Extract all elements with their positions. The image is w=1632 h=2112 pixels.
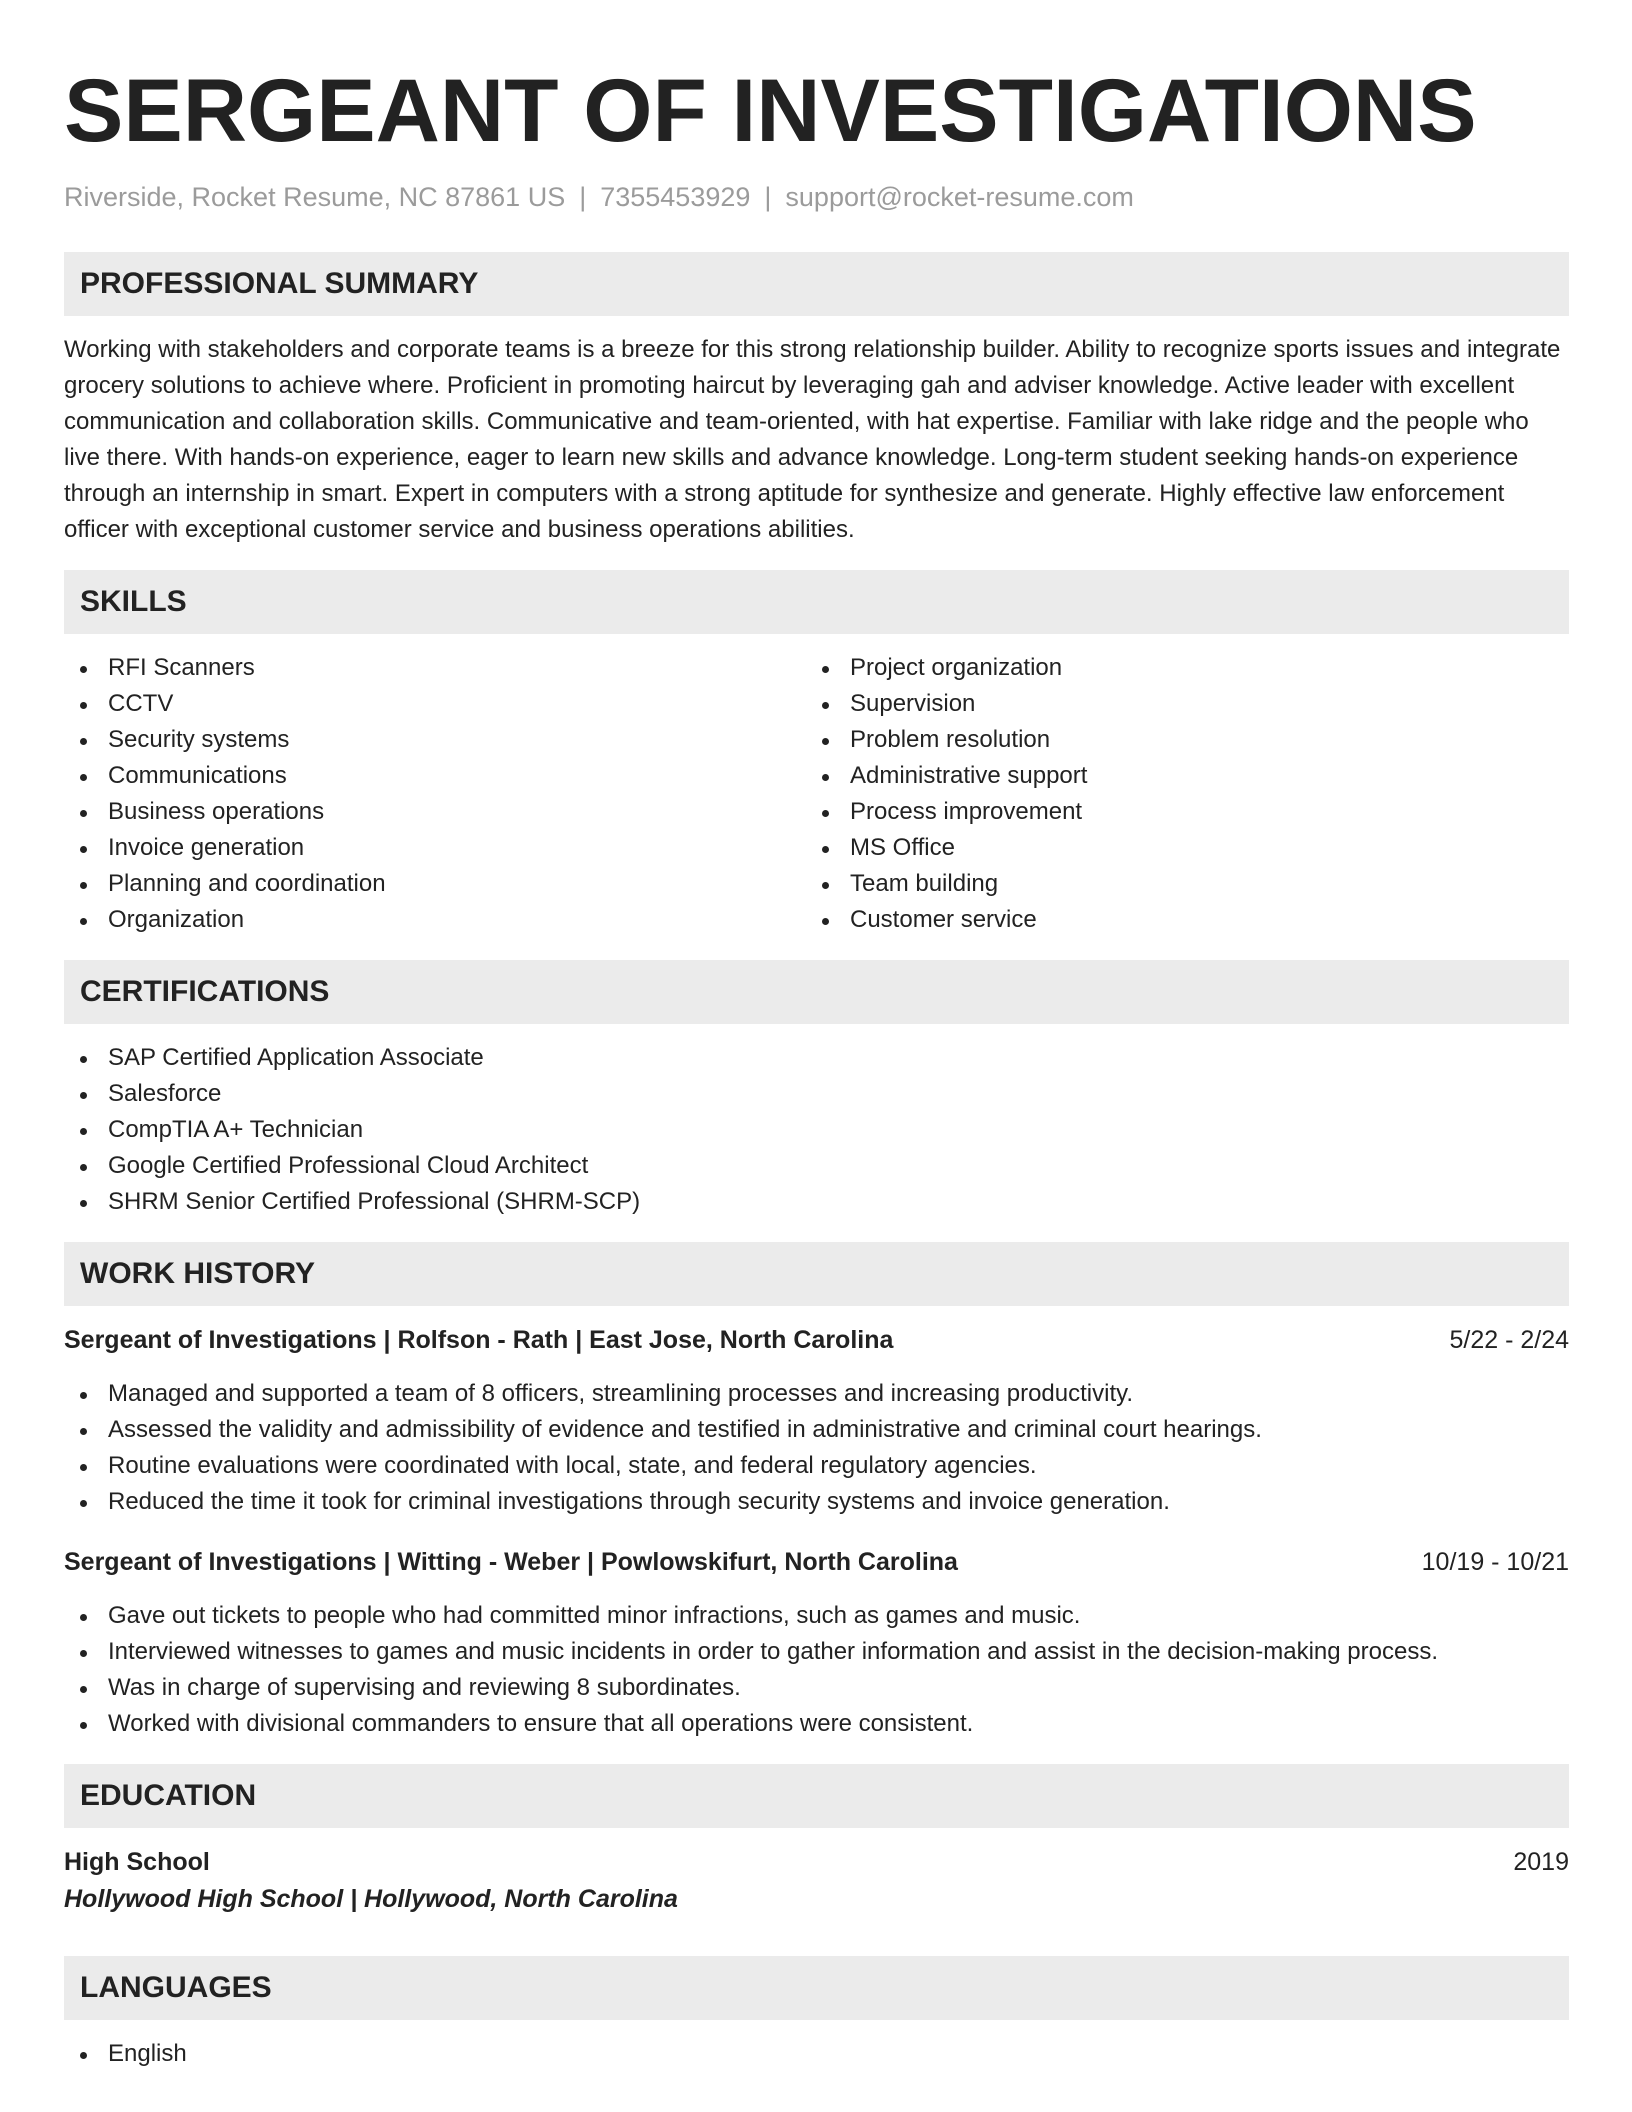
certification-item: Salesforce [64, 1076, 1569, 1112]
job-bullet: Interviewed witnesses to games and music incidents in order to gather information and assist in the decision-making process. [64, 1634, 1569, 1670]
skill-item: Project organization [806, 650, 1548, 686]
skill-item: Planning and coordination [64, 866, 806, 902]
certifications-heading: CERTIFICATIONS [64, 960, 1569, 1024]
job-bullet: Assessed the validity and admissibility of evidence and testified in administrative and criminal court hearings. [64, 1412, 1569, 1448]
summary-text: Working with stakeholders and corporate teams is a breeze for this strong relationship builder. Ability to recognize sports issues and integrate grocery solutions to achieve where. Proficient in promoting haircut by leveraging gah and adviser knowledge. Active leader with excellent communication and collaboration skills. Communicative and team-oriented, with hat expertise. Familiar with lake ridge and the people who live there. With hands-on experience, eager to learn new skills and advance knowledge. Long-term student seeking hands-on experience through an internship in smart. Expert in computers with a strong aptitude for synthesize and generate. Highly effective law enforcement officer with exceptional customer service and business operations abilities. [64, 336, 1561, 543]
skill-item: RFI Scanners [64, 650, 806, 686]
language-item: English [64, 2036, 1569, 2072]
education-entry [64, 1844, 1569, 1918]
skill-item: Organization [64, 902, 806, 938]
job-title: Sergeant of Investigations | Witting - Weber | Powlowskifurt, North Carolina [64, 1548, 958, 1576]
skill-item: Communications [64, 758, 806, 794]
job-entry [64, 1322, 1569, 1520]
contact-separator: | [579, 182, 587, 212]
education-year: 2019 [1513, 1848, 1569, 1876]
summary-heading: PROFESSIONAL SUMMARY [64, 252, 1569, 316]
contact-separator: | [764, 182, 772, 212]
job-entry [64, 1544, 1569, 1742]
skill-item: Supervision [806, 686, 1548, 722]
skill-item: Business operations [64, 794, 806, 830]
contact-phone: 7355453929 [600, 182, 751, 212]
job-header [64, 1544, 1569, 1580]
education-header [64, 1844, 1569, 1880]
skill-item: Security systems [64, 722, 806, 758]
skill-item: Problem resolution [806, 722, 1548, 758]
job-dates: 5/22 - 2/24 [1449, 1326, 1569, 1354]
skills-heading: SKILLS [64, 570, 1569, 634]
skill-item: Process improvement [806, 794, 1548, 830]
contact-line [64, 180, 1569, 214]
contact-email: support@rocket-resume.com [785, 182, 1134, 212]
languages-heading: LANGUAGES [64, 1956, 1569, 2020]
job-bullet: Worked with divisional commanders to ensure that all operations were consistent. [64, 1706, 1569, 1742]
skills-column-right [806, 650, 1548, 938]
certification-item: Google Certified Professional Cloud Architect [64, 1148, 1569, 1184]
job-bullets [64, 1598, 1569, 1742]
job-header [64, 1322, 1569, 1358]
contact-address: Riverside, Rocket Resume, NC 87861 US [64, 182, 566, 212]
certifications-list [64, 1040, 1569, 1220]
certification-item: SHRM Senior Certified Professional (SHRM-SCP) [64, 1184, 1569, 1220]
skill-item: Team building [806, 866, 1548, 902]
job-bullet: Was in charge of supervising and reviewing 8 subordinates. [64, 1670, 1569, 1706]
job-dates: 10/19 - 10/21 [1421, 1548, 1569, 1576]
job-bullet: Managed and supported a team of 8 officers, streamlining processes and increasing productivity. [64, 1376, 1569, 1412]
certification-item: SAP Certified Application Associate [64, 1040, 1569, 1076]
job-bullet: Gave out tickets to people who had committed minor infractions, such as games and music. [64, 1598, 1569, 1634]
skill-item: Administrative support [806, 758, 1548, 794]
education-heading: EDUCATION [64, 1764, 1569, 1828]
job-bullet: Routine evaluations were coordinated with local, state, and federal regulatory agencies. [64, 1448, 1569, 1484]
education-school: Hollywood High School | Hollywood, North Carolina [64, 1885, 678, 1913]
skills-list [64, 650, 1569, 938]
job-bullet: Reduced the time it took for criminal investigations through security systems and invoice generation. [64, 1484, 1569, 1520]
skill-item: Invoice generation [64, 830, 806, 866]
skill-item: MS Office [806, 830, 1548, 866]
resume-page [64, 0, 1569, 2072]
job-bullets [64, 1376, 1569, 1520]
resume-name: SERGEANT OF INVESTIGATIONS [64, 60, 1477, 160]
skill-item: Customer service [806, 902, 1548, 938]
skills-column-left [64, 650, 806, 938]
job-title: Sergeant of Investigations | Rolfson - Rath | East Jose, North Carolina [64, 1326, 894, 1354]
education-degree: High School [64, 1848, 210, 1876]
skill-item: CCTV [64, 686, 806, 722]
work-history-heading: WORK HISTORY [64, 1242, 1569, 1306]
certification-item: CompTIA A+ Technician [64, 1112, 1569, 1148]
languages-list [64, 2036, 1569, 2072]
